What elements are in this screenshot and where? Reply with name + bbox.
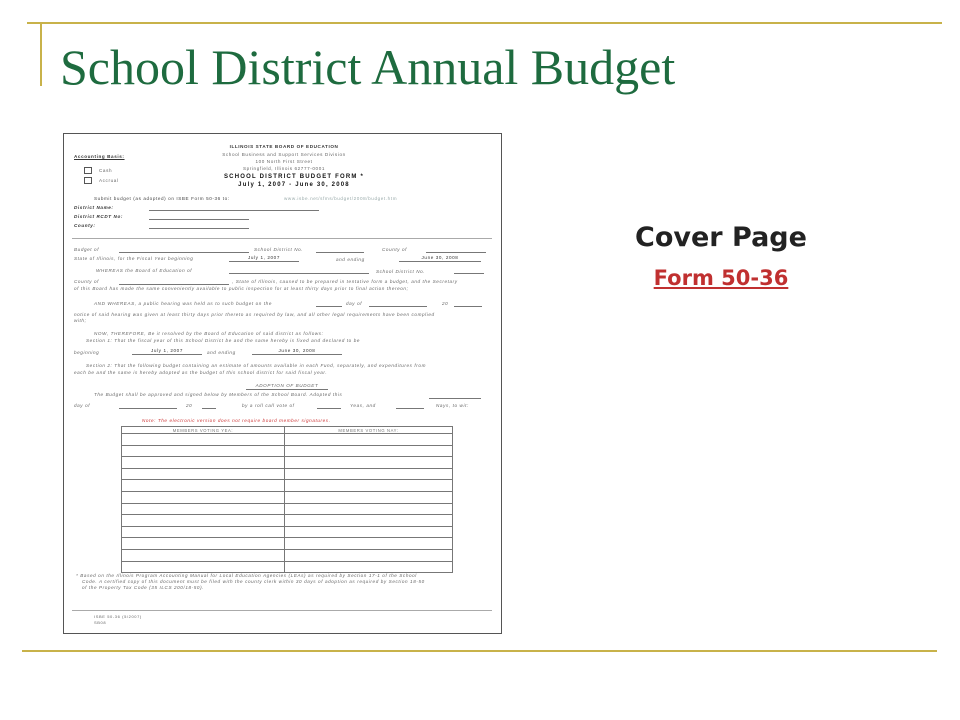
form-agency: ILLINOIS STATE BOARD OF EDUCATION [229,144,339,149]
signature-cell [285,538,453,550]
form-city: Springfield, Illinois 62777-0001 [242,166,326,171]
beginning-label: beginning [74,350,100,355]
hearing-day-line [316,306,342,307]
signature-cell [122,480,285,492]
table-row [122,480,453,492]
start-date: July 1, 2007 [248,255,280,260]
top-left-vertical-accent [40,22,42,86]
hearing-month-line [369,306,427,307]
signature-cell [122,491,285,503]
footnote-line-3: of the Property Tax Code (35 ILCS 200/18-50). [82,585,205,590]
footnote-line-1: * Based on the Illinois Program Accounting Manual for Local Education Agencies (LEAs) as required by Section 17-1 of the School [76,573,417,578]
table-row [122,526,453,538]
yeas-label: Yeas, and [350,403,376,408]
form-title: SCHOOL DISTRICT BUDGET FORM * [223,174,365,180]
signature-cell [122,515,285,527]
district-name-label: District Name: [74,205,114,210]
year-prefix-1: 20 [442,301,449,306]
electronic-note: Note: The electronic version does not require board member signatures. [142,418,331,423]
notice-text-1: notice of said hearing was given at least thirty days prior thereto as required by law, and all other legal requirements have been complied [74,312,435,317]
section-2-text-2: each be and the same is hereby adopted as the budget of this school district for said fiscal year. [74,370,328,375]
adoption-heading-underline [246,389,328,390]
budget-of-line [119,252,249,253]
bottom-horizontal-accent [22,650,937,652]
adoption-year-line [202,408,216,409]
signature-cell [122,468,285,480]
section-2-text-1: Section 2: That the following budget containing an estimate of amounts available in each Fund, separately, and expenditures from [86,363,426,368]
table-row [122,561,453,573]
school-district-no-line [316,252,364,253]
signature-cell [285,445,453,457]
cover-page-label: Cover Page [635,222,807,253]
county-of-line-2 [119,284,229,285]
signature-cell [285,503,453,515]
whereas-text: WHEREAS the Board of Education of [96,268,193,273]
district-name-line [149,210,319,211]
hearing-year-line [454,306,482,307]
caused-text: , State of Illinois, caused to be prepared in tentative form a budget, and the Secretary [232,279,458,284]
end-date: June 30, 2008 [421,255,459,260]
form-number: ISBE 50-36 (5/2007) [94,614,142,619]
county-label: County: [74,223,96,228]
signature-cell [285,515,453,527]
voting-members-table [121,426,453,573]
slide-title: School District Annual Budget [60,39,676,95]
signature-cell [285,526,453,538]
adoption-text: The Budget shall be approved and signed below by Members of the School Board. Adopted this [94,392,343,397]
table-row [122,515,453,527]
top-horizontal-accent [27,22,942,24]
table-row [122,538,453,550]
school-district-no-line-2 [454,273,484,274]
voting-nay-header: MEMBERS VOTING NAY: [285,427,453,434]
table-row [122,549,453,561]
and-ending-text-2: and ending [207,350,236,355]
submit-url: www.isbe.net/sfms/budget/2008/budget.htm [284,196,398,201]
signature-cell [122,503,285,515]
school-district-no-label-2: School District No. [376,269,426,274]
accrual-label: Accrual [99,178,119,183]
county-of-label: County of [382,247,408,252]
budget-form-thumbnail [63,133,502,634]
signature-cell [285,480,453,492]
district-rcdt-line [149,219,249,220]
signature-cell [285,549,453,561]
signature-cell [122,538,285,550]
beginning-date: July 1, 2007 [151,348,183,353]
section-1-text: Section 1: That the fiscal year of this School District be and the same hereby is fixed and declared to be [86,338,361,343]
and-ending-text: and ending [336,257,365,262]
table-row [122,468,453,480]
table-row [122,445,453,457]
fiscal-year-text: State of Illinois, for the Fiscal Year beginning [74,256,194,261]
table-header-row [122,427,453,434]
table-row [122,503,453,515]
signature-cell [122,434,285,446]
end-date-line [399,261,481,262]
board-text: of this Board has made the same conveniently available to public inspection for at least thirty days prior to final action thereon; [74,286,409,291]
district-rcdt-label: District RCDT No: [74,214,123,219]
page-code: SB08 [94,620,107,625]
start-date-line [229,261,299,262]
signature-cell [122,526,285,538]
submit-text: Submit budget (as adopted) on ISBE Form 50-36 to: [94,196,230,201]
county-line [149,228,249,229]
footnote-line-2: Code. A certified copy of this document must be filed with the county clerk within 30 days of adoption as required by Section 18-50 [82,579,425,584]
signature-cell [122,457,285,469]
signature-cell [285,434,453,446]
table-row [122,457,453,469]
adoption-day-of-label: day of [74,403,91,408]
form-number-label: Form 50-36 [653,266,789,290]
form-street: 100 North First Street [255,159,313,164]
and-whereas-text: AND WHEREAS, a public hearing was held as to such budget on the [94,301,272,306]
accounting-basis-label: Accounting Basis: [74,154,125,159]
ending-date-line [252,354,342,355]
adoption-month-line [119,408,177,409]
signature-cell [285,561,453,573]
cash-checkbox [84,167,92,174]
signature-cell [285,491,453,503]
county-of-label-2: County of [74,279,100,284]
roll-call-text: by a roll call vote of [242,403,295,408]
day-of-label: day of [346,301,363,306]
table-row [122,491,453,503]
form-period: July 1, 2007 - June 30, 2008 [238,182,350,188]
signature-cell [285,457,453,469]
cash-label: Cash [99,168,113,173]
yeas-count-line [317,408,341,409]
accrual-checkbox [84,177,92,184]
adoption-heading: ADOPTION OF BUDGET [255,383,319,388]
ending-date: June 30, 2008 [278,348,316,353]
signature-cell [122,445,285,457]
nays-count-line [396,408,424,409]
adopted-day-line [429,398,481,399]
signature-cell [285,468,453,480]
voting-yea-header: MEMBERS VOTING YEA: [122,427,285,434]
year-prefix-2: 20 [186,403,193,408]
whereas-line [229,273,369,274]
school-district-no-label: School District No. [254,247,304,252]
signature-cell [122,561,285,573]
notice-text-2: with; [74,318,87,323]
county-of-line [426,252,486,253]
form-division: School Business and Support Services Division [222,152,346,157]
divider-bottom [72,610,492,611]
signature-cell [122,549,285,561]
nays-label: Nays, to wit: [436,403,469,408]
divider-top [72,238,492,239]
table-row [122,434,453,446]
now-therefore-text: NOW, THEREFORE, Be it resolved by the Board of Education of said district as follows: [94,331,324,336]
beginning-date-line [132,354,202,355]
budget-of-label: Budget of [74,247,100,252]
